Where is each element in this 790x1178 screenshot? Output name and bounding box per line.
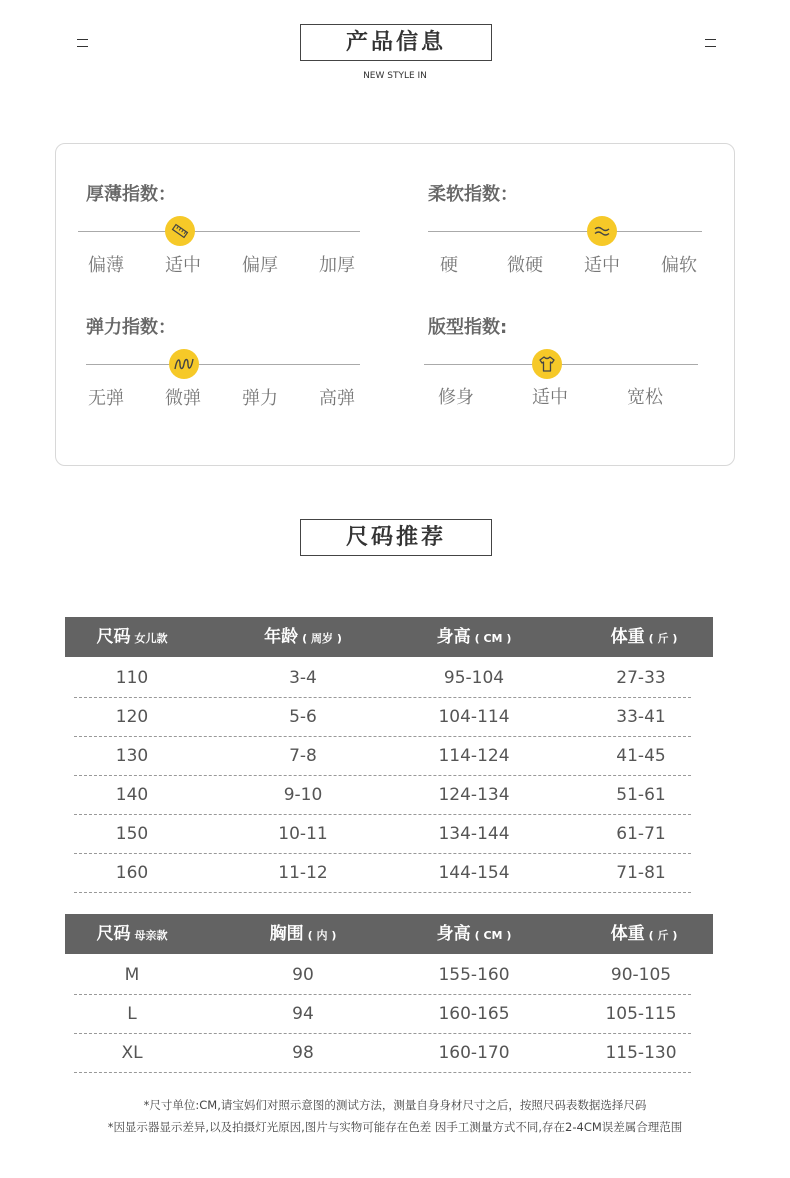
weight-cell: 71-81 <box>616 863 666 883</box>
table-row <box>74 698 691 737</box>
size-cell: XL <box>121 1043 143 1063</box>
height-cell: 95-104 <box>443 668 505 688</box>
mom-header-bust: 胸围 ( 内 ) <box>269 924 337 944</box>
weight-cell: 33-41 <box>616 707 666 727</box>
elasticity-option-2: 微弹 <box>165 388 201 409</box>
mom-header-size: 尺码 母亲款 <box>96 924 168 944</box>
table-row <box>74 956 691 995</box>
elasticity-option-3: 弹力 <box>242 388 278 409</box>
height-cell: 104-114 <box>438 707 510 727</box>
kids-header-size: 尺码 女儿款 <box>96 627 168 647</box>
weight-cell: 41-45 <box>616 746 666 766</box>
size-cell: M <box>124 965 140 985</box>
fit-option-3: 宽松 <box>627 387 663 408</box>
tshirt-icon <box>532 349 562 379</box>
thickness-option-1: 偏薄 <box>88 255 124 276</box>
age-cell: 9-10 <box>283 785 323 805</box>
softness-index-line <box>428 231 702 232</box>
right-decor-mark <box>705 39 716 47</box>
thickness-index-title: 厚薄指数： <box>86 184 176 205</box>
elasticity-index-title: 弹力指数： <box>86 317 176 338</box>
softness-option-2: 微硬 <box>507 255 543 276</box>
elasticity-option-1: 无弹 <box>88 388 124 409</box>
mom-header-weight: 体重 ( 斤 ) <box>610 924 678 944</box>
elasticity-option-4: 高弹 <box>319 388 355 409</box>
thickness-option-3: 偏厚 <box>242 255 278 276</box>
bust-cell: 90 <box>292 965 314 985</box>
mom-header-height: 身高 ( CM ) <box>436 924 512 944</box>
size-cell: 160 <box>115 863 149 883</box>
ruler-icon <box>165 216 195 246</box>
spring-icon <box>169 349 199 379</box>
table-row <box>74 1034 691 1073</box>
left-decor-mark <box>77 39 88 47</box>
weight-cell: 61-71 <box>616 824 666 844</box>
height-cell: 160-165 <box>438 1004 510 1024</box>
size-cell: L <box>127 1004 137 1024</box>
weight-cell: 115-130 <box>605 1043 677 1063</box>
softness-option-1: 硬 <box>440 255 458 276</box>
weight-cell: 90-105 <box>610 965 672 985</box>
age-cell: 7-8 <box>289 746 317 766</box>
height-cell: 155-160 <box>438 965 510 985</box>
thickness-index-line <box>78 231 360 232</box>
table-row <box>74 854 691 893</box>
softness-option-3: 适中 <box>584 255 620 276</box>
height-cell: 134-144 <box>438 824 510 844</box>
height-cell: 160-170 <box>438 1043 510 1063</box>
wave-icon <box>587 216 617 246</box>
weight-cell: 105-115 <box>605 1004 677 1024</box>
age-cell: 3-4 <box>289 668 317 688</box>
fit-index-title: 版型指数: <box>428 317 508 338</box>
fit-option-1: 修身 <box>438 387 474 408</box>
height-cell: 114-124 <box>438 746 510 766</box>
table-row <box>74 776 691 815</box>
measurement-note: *尺寸单位:CM,请宝妈们对照示意图的测试方法，测量自身身材尺寸之后，按照尺码表数据选择尺码 <box>143 1098 647 1112</box>
height-cell: 144-154 <box>438 863 510 883</box>
softness-option-4: 偏软 <box>661 255 697 276</box>
table-row <box>74 737 691 776</box>
age-cell: 11-12 <box>278 863 328 883</box>
size-cell: 150 <box>115 824 149 844</box>
kids-table-header <box>65 617 713 657</box>
product-info-subtitle: NEW STYLE IN <box>363 71 427 81</box>
thickness-option-4: 加厚 <box>319 255 355 276</box>
bust-cell: 94 <box>292 1004 314 1024</box>
kids-header-weight: 体重 ( 斤 ) <box>610 627 678 647</box>
size-cell: 130 <box>115 746 149 766</box>
size-recommendation-title: 尺码推荐 <box>300 519 492 556</box>
kids-header-height: 身高 ( CM ) <box>436 627 512 647</box>
height-cell: 124-134 <box>438 785 510 805</box>
product-info-title: 产品信息 <box>300 24 492 61</box>
age-cell: 10-11 <box>278 824 328 844</box>
table-row <box>74 995 691 1034</box>
size-cell: 120 <box>115 707 149 727</box>
color-difference-note: *因显示器显示差异,以及拍摄灯光原因,图片与实物可能存在色差 因手工测量方式不同,存在2-4CM误差属合理范围 <box>107 1120 683 1134</box>
size-cell: 110 <box>115 668 149 688</box>
table-row <box>74 659 691 698</box>
kids-header-age: 年龄 ( 周岁 ) <box>264 627 342 647</box>
weight-cell: 51-61 <box>616 785 666 805</box>
softness-index-title: 柔软指数： <box>428 184 518 205</box>
fit-option-2: 适中 <box>532 387 568 408</box>
size-cell: 140 <box>115 785 149 805</box>
mom-table-header <box>65 914 713 954</box>
weight-cell: 27-33 <box>616 668 666 688</box>
age-cell: 5-6 <box>289 707 317 727</box>
table-row <box>74 815 691 854</box>
elasticity-index-line <box>86 364 360 365</box>
bust-cell: 98 <box>292 1043 314 1063</box>
thickness-option-2: 适中 <box>165 255 201 276</box>
